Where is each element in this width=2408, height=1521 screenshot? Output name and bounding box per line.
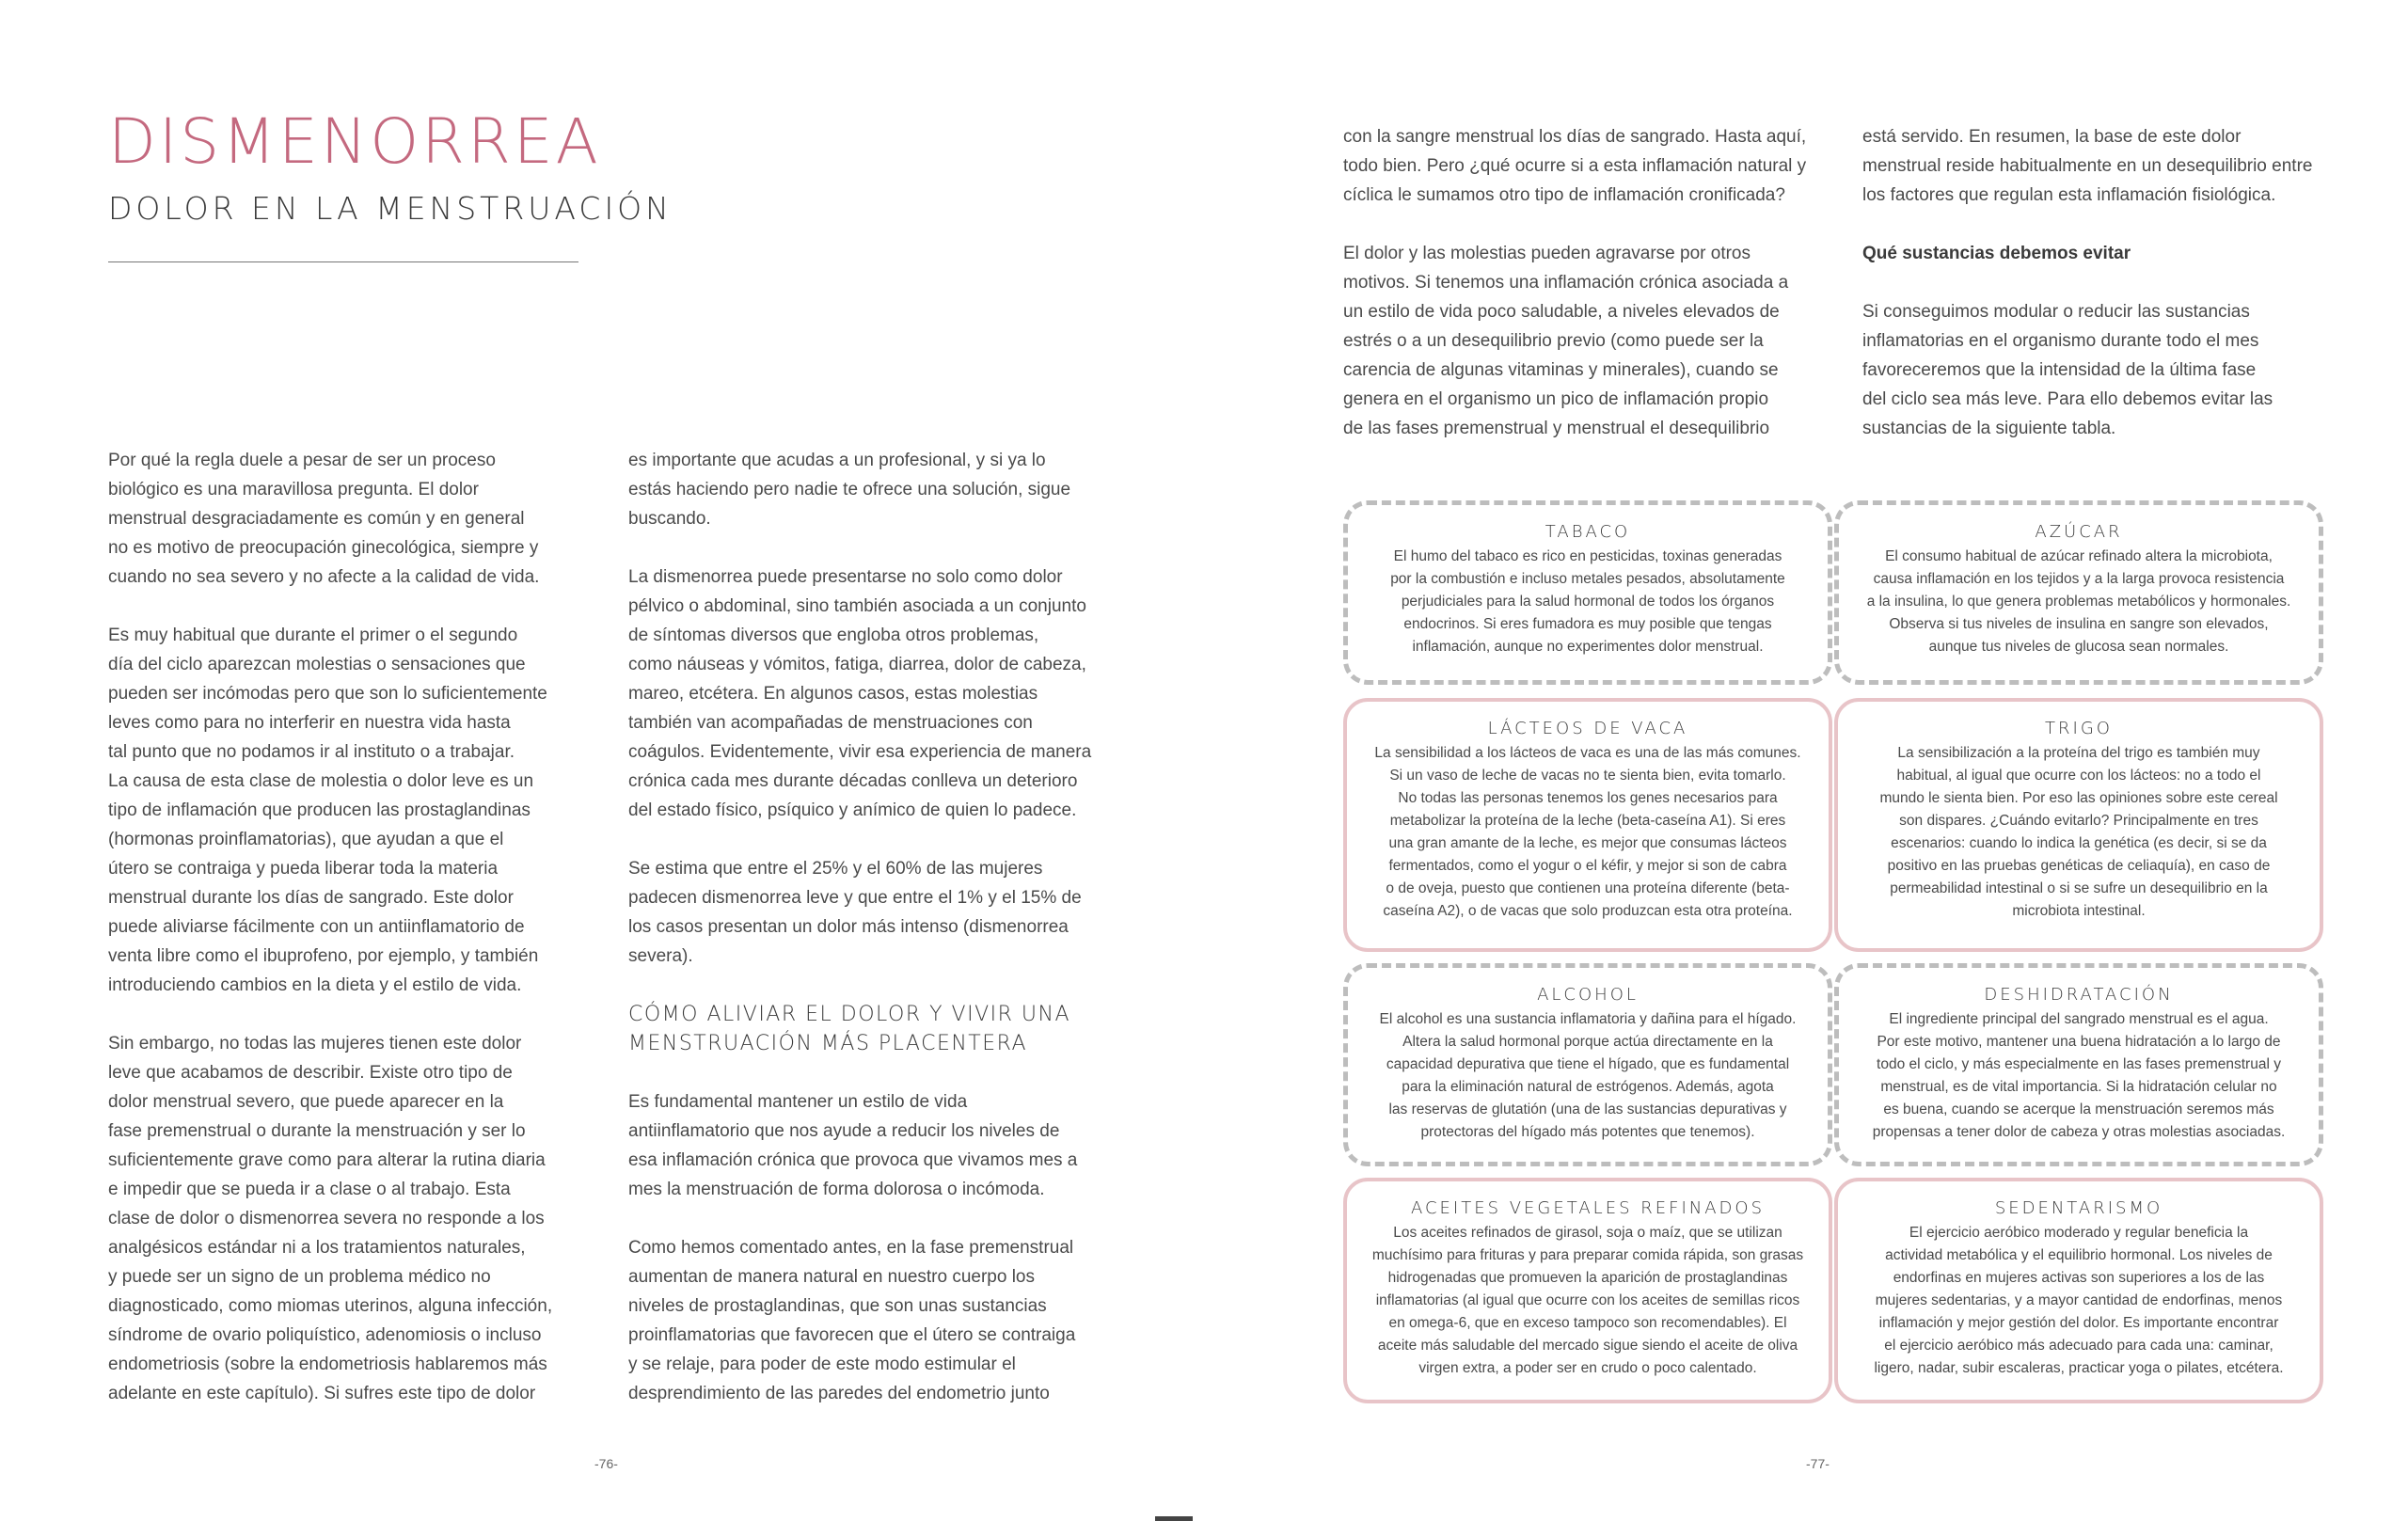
paragraph: La dismenorrea puede presentarse no solo como dolor pélvico o abdominal, sino también asociada a un conjunto de síntomas diversos que engloba otros problemas, como náuseas y vómitos, fatiga, diarrea, dolor de cabeza, mareo, etcétera. En algunos casos, estas molestias también van acompañadas de menstruaciones con coágulos. Evidentemente, vivir esa experiencia de manera crónica cada mes durante décadas conlleva un deterioro del estado físico, psíquico y anímico de quien lo padece. <box>628 567 1092 820</box>
paragraph: Como hemos comentado antes, en la fase premenstrual aumentan de manera natural en nuestro cuerpo los niveles de prostaglandinas, que son unas sustancias proinflamatorias que favorecen que el útero se contraiga y se relaje, para poder de este modo estimular el desprendimiento de las paredes del endometrio junto <box>628 1238 1076 1403</box>
box-title: SEDENTARISMO <box>1994 1198 2163 1218</box>
box-text: El alcohol es una sustancia inflamatoria y dañina para el hígado. Altera la salud hormonal porque actúa directamente en la capacidad depurativa que tiene el hígado, que es fundamental para la eliminación natural de estrógenos. Además, agota las reservas de glutatión (una de las sustancias depurativas y protectoras del hígado más potentes que tenemos). <box>1379 1011 1797 1140</box>
paragraph: está servido. En resumen, la base de este dolor menstrual reside habitualmente en un desequilibrio entre los factores que regulan esta inflamación fisiológica. <box>1862 127 2313 205</box>
paragraph: El dolor y las molestias pueden agravarse por otros motivos. Si tenemos una inflamación crónica asociada a un estilo de vida poco saludable, a niveles elevados de estrés o a un desequilibrio previo (como puede ser la carencia de algunas vitaminas y minerales), cuando se genera en el organismo un pico de inflamación propio de las fases premenstrual y menstrual el desequilibrio <box>1343 244 1789 438</box>
substance-box-tabaco <box>1343 500 1832 685</box>
box-text: El humo del tabaco es rico en pesticidas, toxinas generadas por la combustión e incluso metales pesados, absolutamente perjudiciales para la salud hormonal de todos los órganos endocrinos. Si eres fumadora es muy posible que tengas inflamación, aunque no experimentes dolor menstrual. <box>1390 548 1785 655</box>
box-title: TRIGO <box>2045 719 2113 738</box>
box-title: LÁCTEOS DE VACA <box>1487 719 1688 738</box>
substance-box-azucar <box>1834 500 2323 685</box>
right-column-1 <box>1343 122 1832 443</box>
paragraph: con la sangre menstrual los días de sangrado. Hasta aquí, todo bien. Pero ¿qué ocurre si a esta inflamación natural y cíclica le sumamos otro tipo de inflamación cronificada? <box>1343 127 1807 205</box>
paragraph: Por qué la regla duele a pesar de ser un proceso biológico es una maravillosa pregunta. El dolor menstrual desgraciadamente es común y en general no es motivo de preocupación ginecológica, siempre y cuando no sea severo y no afecte a la calidad de vida. <box>108 451 540 587</box>
box-title: AZÚCAR <box>2035 522 2123 542</box>
paragraph: Si conseguimos modular o reducir las sustancias inflamatorias en el organismo durante todo el mes favoreceremos que la intensidad de la última fase del ciclo sea más leve. Para ello debemos evitar las sustancias de la siguiente tabla. <box>1862 302 2273 438</box>
substance-box-alcohol <box>1343 963 1832 1166</box>
paragraph: Es muy habitual que durante el primer o el segundo día del ciclo aparezcan molestias o sensaciones que pueden ser incómodas pero que son lo suficientemente leves como para no interferir en nuestra vida hasta tal punto que no podamos ir al instituto o a trabajar. La causa de esta clase de molestia o dolor leve es un tipo de inflamación que producen las prostaglandinas (hormonas proinflamatorias), que ayudan a que el útero se contraiga y pueda liberar toda la materia menstrual durante los días de sangrado. Este dolor puede aliviarse fácilmente con un antiinflamatorio de venta libre como el ibuprofeno, por ejemplo, y también introduciendo cambios en la dieta y el estilo de vida. <box>108 626 547 995</box>
box-title: ALCOHOL <box>1537 985 1639 1005</box>
substance-box-lacteos <box>1343 698 1832 952</box>
left-column-2 <box>628 446 1127 1408</box>
substance-box-trigo <box>1834 698 2323 952</box>
paragraph: es importante que acudas a un profesional, y si ya lo estás haciendo pero nadie te ofrece una solución, sigue buscando. <box>628 451 1071 529</box>
box-text: La sensibilización a la proteína del trigo es también muy habitual, al igual que ocurre con los lácteos: no a todo el mundo le sienta bien. Por eso las opiniones sobre este cereal son dispares. ¿Cuándo evitarlo? Principalmente en tres escenarios: cuando lo indica la genética (es decir, si se da positivo en las pruebas genéticas de celiaquía), en caso de permeabilidad intestinal o si se sufre un desequilibrio en la microbiota intestinal. <box>1879 745 2278 919</box>
substance-box-aceites <box>1343 1178 1832 1403</box>
page-number: -77- <box>1806 1456 1830 1471</box>
paragraph: Se estima que entre el 25% y el 60% de las mujeres padecen dismenorrea leve y que entre el 1% y el 15% de los casos presentan un dolor más intenso (dismenorrea severa). <box>628 859 1082 966</box>
box-title: TABACO <box>1545 522 1631 542</box>
substance-box-sedentarismo <box>1834 1178 2323 1403</box>
box-title: DESHIDRATACIÓN <box>1984 985 2174 1005</box>
section-heading: Qué sustancias debemos evitar <box>1862 244 2131 263</box>
paragraph: Sin embargo, no todas las mujeres tienen este dolor leve que acabamos de describir. Existe otro tipo de dolor menstrual severo, que puede aparecer en la fase premenstrual o durante la menstruación y ser lo suficientemente grave como para alterar la rutina diaria e impedir que se pueda ir a clase o al trabajo. Esta clase de dolor o dismenorrea severa no responde a los analgésicos estándar ni a los tratamientos naturales, y puede ser un signo de un problema médico no diagnosticado, como miomas uterinos, alguna infección, síndrome de ovario poliquístico, adenomiosis o incluso endometriosis (sobre la endometriosis hablaremos más adelante en este capítulo). Si sufres este tipo de dolor <box>108 1034 553 1403</box>
section-heading: CÓMO ALIVIAR EL DOLOR Y VIVIR UNA MENSTRUACIÓN MÁS PLACENTERA <box>628 1003 1071 1055</box>
box-text: El consumo habitual de azúcar refinado altera la microbiota, causa inflamación en los tejidos y a la larga provoca resistencia a la insulina, lo que genera problemas metabólicos y hormonales. Observa si tus niveles de insulina en sangre son elevados, aunque tus niveles de glucosa sean normales. <box>1866 548 2291 655</box>
paragraph: Es fundamental mantener un estilo de vida antiinflamatorio que nos ayude a reducir los niveles de esa inflamación crónica que provoca que vivamos mes a mes la menstruación de forma dolorosa o incómoda. <box>628 1092 1078 1199</box>
right-page <box>1204 0 2408 1521</box>
box-text: El ingrediente principal del sangrado menstrual es el agua. Por este motivo, mantener una buena hidratación a lo largo de todo el ciclo, y más especialmente en las fases premenstrual y menstrual, es de vital importancia. Si la hidratación celular no es buena, cuando se acerque la menstruación seremos más propensas a tener dolor de cabeza y otras molestias asociadas. <box>1872 1011 2286 1140</box>
left-column-1 <box>108 446 597 1408</box>
box-text: La sensibilidad a los lácteos de vaca es una de las más comunes. Si un vaso de leche de vacas no te sienta bien, evita tomarlo. No todas las personas tenemos los genes necesarios para metabolizar la proteína de la leche (beta-caseína A1). Si eres una gran amante de la leche, es mejor que consumas lácteos fermentados, como el yogur o el kéfir, y mejor si son de cabra o de oveja, puesto que contienen una proteína diferente (beta- caseína A2), o de vacas que solo produzcan esta otra proteína. <box>1374 745 1801 919</box>
box-text: Los aceites refinados de girasol, soja o maíz, que se utilizan muchísimo para frituras y para preparar comida rápida, son grasas hidrogenadas que promueven la aparición de prostaglandinas inflamatorias (al igual que ocurre con los aceites de semillas ricos en omega-6, que en exceso tampoco son recomendables). El aceite más saludable del mercado sigue siendo el aceite de oliva virgen extra, a poder ser en crudo o poco calentado. <box>1371 1225 1804 1376</box>
title-divider <box>108 261 578 262</box>
page-subtitle: DOLOR EN LA MENSTRUACIÓN <box>108 190 673 227</box>
right-column-2 <box>1862 122 2361 443</box>
page-title: DISMENORREA <box>108 105 601 178</box>
box-text: El ejercicio aeróbico moderado y regular beneficia la actividad metabólica y el equilibrio hormonal. Los niveles de endorfinas en mujeres activas son superiores a los de las mujeres sedentarias, y a mayor cantidad de endorfinas, menos inflamación y mejor gestión del dolor. Es importante encontrar el ejercicio aeróbico más adecuado para cada una: caminar, ligero, nadar, subir escaleras, practicar yoga o pilates, etcétera. <box>1874 1225 2284 1376</box>
box-title: ACEITES VEGETALES REFINADOS <box>1410 1198 1765 1218</box>
gutter-mark <box>1155 1516 1193 1521</box>
substance-box-deshidratacion <box>1834 963 2323 1166</box>
page-number: -76- <box>594 1456 618 1471</box>
